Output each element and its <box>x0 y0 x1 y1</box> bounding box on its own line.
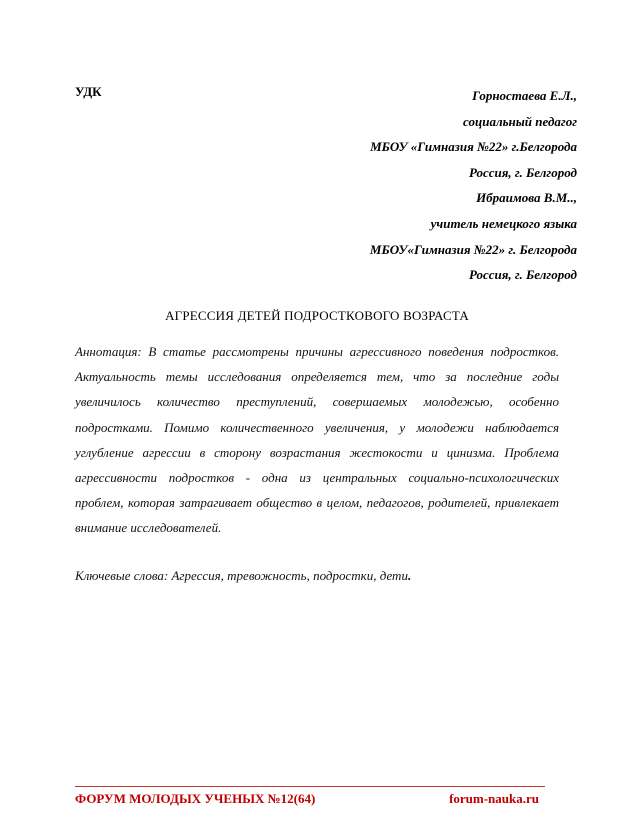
footer-divider <box>75 786 545 787</box>
author-position-1: социальный педагог <box>463 113 577 129</box>
author-location-2: Россия, г. Белгород <box>468 267 577 283</box>
author-block <box>370 83 577 288</box>
footer-journal-name: ФОРУМ МОЛОДЫХ УЧЕНЫХ №12(64) <box>75 791 316 806</box>
author-organization-2: МБОУ«Гимназия №22» г. Белгорода <box>369 241 577 257</box>
author-location-1: Россия, г. Белгород <box>468 164 577 180</box>
udk-label: УДК <box>75 84 102 99</box>
author-position-2: учитель немецкого языка <box>430 215 577 231</box>
article-title: АГРЕССИЯ ДЕТЕЙ ПОДРОСТКОВОГО ВОЗРАСТА <box>165 308 469 323</box>
annotation-paragraph: Аннотация: В статье рассмотрены причины агрессивного поведения подростков. Актуальность темы исследования определяется тем, что за последние годы увеличилось количество преступлений, совершаемых молодежью, особенно подростками. Помимо количественного увеличения, у молодежи наблюдается углубление агрессии в сторону возрастания жестокости и цинизма. Проблема агрессивности подростков - одна из центральных социально-психологических проблем, которая затрагивает общество в целом, педагогов, родителей, привлекает внимание исследователей. <box>75 344 559 536</box>
keywords-text: Ключевые слова: Агрессия, тревожность, подростки, дети <box>75 568 408 583</box>
author-name-1: Горностаева Е.Л., <box>472 88 577 103</box>
author-name-2: Ибраимова В.М.., <box>476 190 577 206</box>
keywords-end-period: . <box>407 568 412 583</box>
footer-website-link[interactable]: forum-nauka.ru <box>449 791 539 806</box>
author-organization-1: МБОУ «Гимназия №22» г.Белгорода <box>370 139 577 155</box>
keywords-line <box>75 563 559 588</box>
